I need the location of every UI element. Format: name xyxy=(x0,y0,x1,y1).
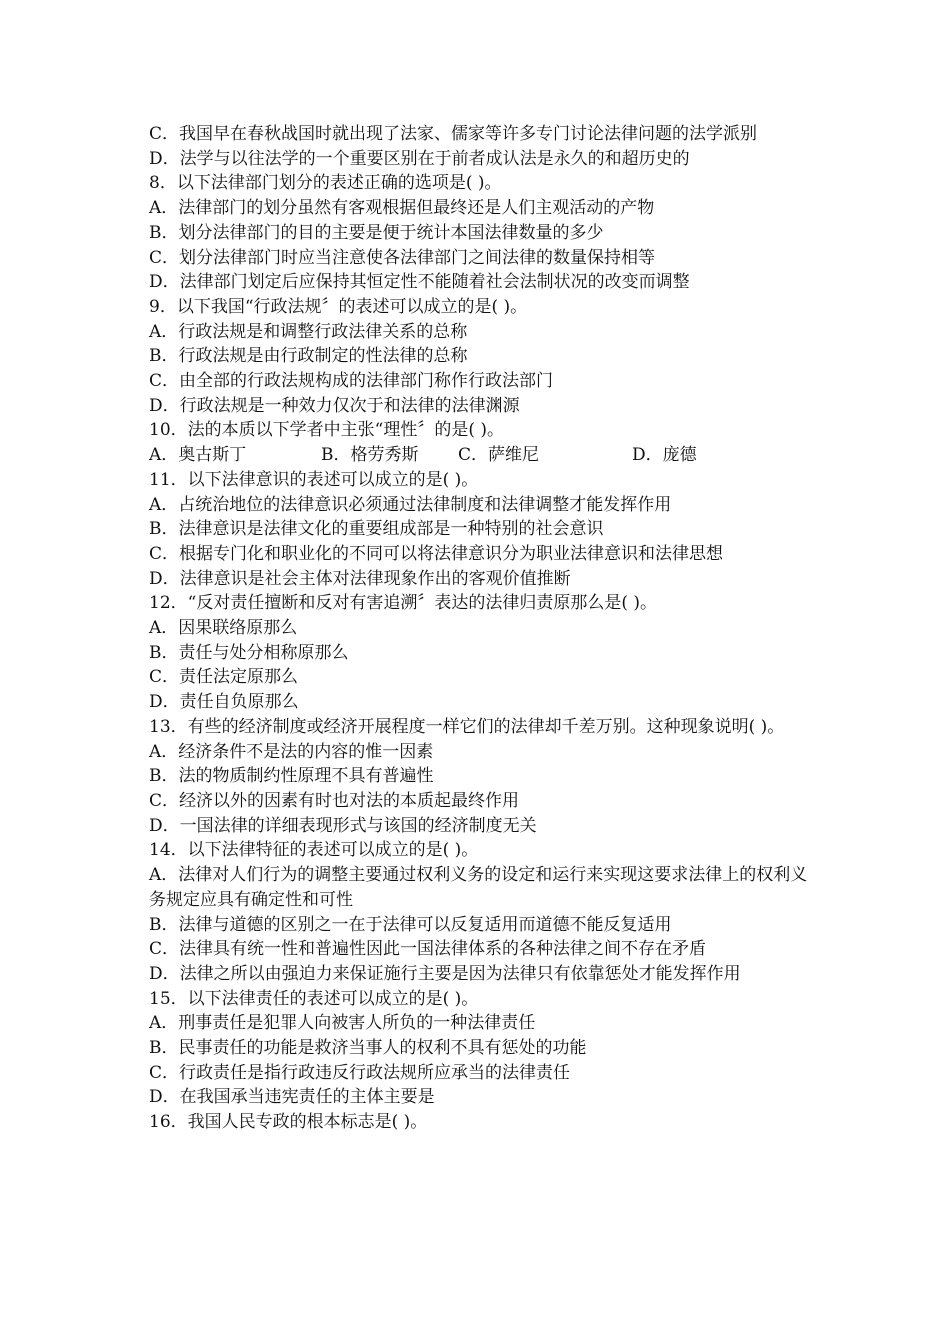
q10-option-b: B．格劳秀斯 xyxy=(321,445,419,466)
question-9: 9．以下我国“行政法规〞的表述可以成立的是( )。 xyxy=(149,296,528,317)
option-c-line: C．我国早在春秋战国时就出现了法家、儒家等许多专门讨论法律问题的法学派别 xyxy=(149,124,758,144)
question-11: 11．以下法律意识的表述可以成立的是( )。 xyxy=(149,469,479,490)
question-16: 16．我国人民专政的根本标志是( )。 xyxy=(149,1112,428,1133)
q9-option-c: C．由全部的行政法规构成的法律部门称作行政法部门 xyxy=(149,371,554,392)
q15-option-c: C．行政责任是指行政违反行政法规所应承当的法律责任 xyxy=(149,1062,571,1083)
q14-option-d: D．法律之所以由强迫力来保证施行主要是因为法律只有依靠惩处才能发挥作用 xyxy=(149,963,741,984)
document-page xyxy=(149,122,809,1135)
q10-options-row xyxy=(149,443,809,468)
q11-option-a: A．占统治地位的法律意识必须通过法律制度和法律调整才能发挥作用 xyxy=(149,494,672,515)
q14-option-c: C．法律具有统一性和普遍性因此一国法律体系的各种法律之间不存在矛盾 xyxy=(149,939,707,960)
q11-option-b: B．法律意识是法律文化的重要组成部是一种特别的社会意识 xyxy=(149,519,604,540)
q8-option-d: D．法律部门划定后应保持其恒定性不能随着社会法制状况的改变而调整 xyxy=(149,272,690,293)
q11-option-c: C．根据专门化和职业化的不同可以将法律意识分为职业法律意识和法律思想 xyxy=(149,543,724,564)
q9-option-a: A．行政法规是和调整行政法律关系的总称 xyxy=(149,321,468,342)
q13-option-c: C．经济以外的因素有时也对法的本质起最终作用 xyxy=(149,790,520,811)
q9-option-b: B．行政法规是由行政制定的性法律的总称 xyxy=(149,346,468,367)
q11-option-d: D．法律意识是社会主体对法律现象作出的客观价值推断 xyxy=(149,568,571,589)
q8-option-b: B．划分法律部门的目的主要是便于统计本国法律数量的多少 xyxy=(149,222,604,243)
q12-option-b: B．责任与处分相称原那么 xyxy=(149,642,349,663)
q15-option-a: A．刑事责任是犯罪人向被害人所负的一种法律责任 xyxy=(149,1013,536,1034)
q10-option-d: D．庞德 xyxy=(632,445,697,466)
q12-option-a: A．因果联络原那么 xyxy=(149,618,298,639)
q13-option-a: A．经济条件不是法的内容的惟一因素 xyxy=(149,741,434,762)
q15-option-b: B．民事责任的功能是救济当事人的权利不具有惩处的功能 xyxy=(149,1038,587,1059)
question-10: 10．法的本质以下学者中主张“理性〞的是( )。 xyxy=(149,420,504,441)
q12-option-d: D．责任自负原那么 xyxy=(149,692,299,713)
q10-option-a: A．奥古斯丁 xyxy=(149,445,247,466)
q15-option-d: D．在我国承当违宪责任的主体主要是 xyxy=(149,1087,435,1108)
option-d-line: D．法学与以往法学的一个重要区别在于前者成认法是永久的和超历史的 xyxy=(149,148,690,169)
question-13: 13．有些的经济制度或经济开展程度一样它们的法律却千差万别。这种现象说明( )。 xyxy=(149,716,785,737)
question-15: 15．以下法律责任的表述可以成立的是( )。 xyxy=(149,988,479,1009)
q13-option-b: B．法的物质制约性原理不具有普遍性 xyxy=(149,766,434,787)
q10-option-c: C．萨维尼 xyxy=(458,445,540,466)
q8-option-a: A．法律部门的划分虽然有客观根据但最终还是人们主观活动的产物 xyxy=(149,198,655,219)
q12-option-c: C．责任法定原那么 xyxy=(149,667,299,688)
q14-option-a: A．法律对人们行为的调整主要通过权利义务的设定和运行来实现这要求法律上的权利义务规定应具有确定性和可性 xyxy=(149,865,808,910)
question-12: 12．“反对责任擅断和反对有害追溯〞表达的法律归责原那么是( )。 xyxy=(149,593,657,614)
q9-option-d: D．行政法规是一种效力仅次于和法律的法律渊源 xyxy=(149,395,520,416)
q14-option-b: B．法律与道德的区别之一在于法律可以反复适用而道德不能反复适用 xyxy=(149,914,672,935)
q8-option-c: C．划分法律部门时应当注意使各法律部门之间法律的数量保持相等 xyxy=(149,247,656,268)
question-14: 14．以下法律特征的表述可以成立的是( )。 xyxy=(149,840,479,861)
q13-option-d: D．一国法律的详细表现形式与该国的经济制度无关 xyxy=(149,815,537,836)
question-8: 8．以下法律部门划分的表述正确的选项是( )。 xyxy=(149,173,502,194)
